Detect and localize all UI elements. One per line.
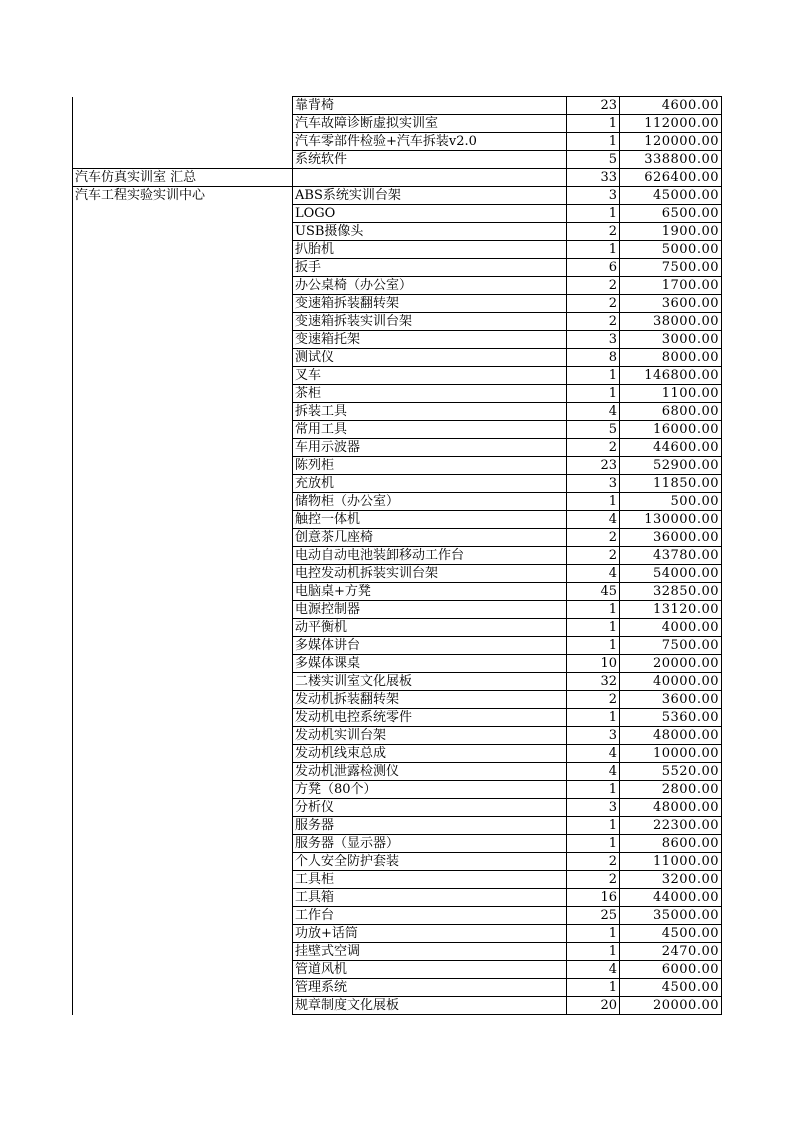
amount-cell: 16000.00	[620, 421, 722, 439]
amount-cell: 5000.00	[620, 241, 722, 259]
group-cell	[73, 691, 293, 709]
quantity-cell: 2	[567, 547, 620, 565]
quantity-cell: 1	[567, 943, 620, 961]
amount-cell: 40000.00	[620, 673, 722, 691]
item-name-cell: 车用示波器	[293, 439, 567, 457]
table-row	[73, 439, 722, 457]
amount-cell: 20000.00	[620, 997, 722, 1015]
amount-cell: 338800.00	[620, 151, 722, 169]
amount-cell: 3200.00	[620, 871, 722, 889]
group-cell	[73, 439, 293, 457]
amount-cell: 4500.00	[620, 925, 722, 943]
quantity-cell: 4	[567, 961, 620, 979]
amount-cell: 32850.00	[620, 583, 722, 601]
item-name-cell: 变速箱拆装实训台架	[293, 313, 567, 331]
group-cell	[73, 421, 293, 439]
table-row	[73, 295, 722, 313]
table-row	[73, 889, 722, 907]
item-name-cell: 分析仪	[293, 799, 567, 817]
item-name-cell: ABS系统实训台架	[293, 187, 567, 205]
table-row	[73, 619, 722, 637]
item-name-cell: 扳手	[293, 259, 567, 277]
table-row	[73, 97, 722, 115]
table-row	[73, 907, 722, 925]
quantity-cell: 4	[567, 403, 620, 421]
group-cell	[73, 997, 293, 1015]
amount-cell: 146800.00	[620, 367, 722, 385]
item-name-cell: 汽车零部件检验+汽车拆装v2.0	[293, 133, 567, 151]
quantity-cell: 1	[567, 619, 620, 637]
table-row	[73, 709, 722, 727]
item-name-cell: 发动机电控系统零件	[293, 709, 567, 727]
table-row	[73, 817, 722, 835]
item-name-cell: 二楼实训室文化展板	[293, 673, 567, 691]
table-row	[73, 565, 722, 583]
quantity-cell: 4	[567, 565, 620, 583]
item-name-cell: LOGO	[293, 205, 567, 223]
group-cell	[73, 889, 293, 907]
group-cell	[73, 709, 293, 727]
table-row	[73, 493, 722, 511]
item-name-cell: 规章制度文化展板	[293, 997, 567, 1015]
asset-table	[72, 96, 722, 1015]
table-row	[73, 223, 722, 241]
quantity-cell: 45	[567, 583, 620, 601]
item-name-cell: 工作台	[293, 907, 567, 925]
table-row	[73, 133, 722, 151]
table-row	[73, 673, 722, 691]
group-cell: 汽车工程实验实训中心	[73, 187, 293, 205]
group-cell	[73, 601, 293, 619]
group-cell	[73, 583, 293, 601]
quantity-cell: 2	[567, 691, 620, 709]
table-row	[73, 475, 722, 493]
quantity-cell: 1	[567, 979, 620, 997]
group-cell	[73, 295, 293, 313]
group-cell	[73, 205, 293, 223]
table-row	[73, 151, 722, 169]
group-cell	[73, 979, 293, 997]
table-row	[73, 367, 722, 385]
group-cell	[73, 781, 293, 799]
quantity-cell: 20	[567, 997, 620, 1015]
group-cell	[73, 673, 293, 691]
amount-cell: 120000.00	[620, 133, 722, 151]
quantity-cell: 3	[567, 187, 620, 205]
amount-cell: 36000.00	[620, 529, 722, 547]
table-row	[73, 637, 722, 655]
quantity-cell: 1	[567, 205, 620, 223]
group-cell	[73, 943, 293, 961]
quantity-cell: 2	[567, 529, 620, 547]
group-cell	[73, 349, 293, 367]
amount-cell: 500.00	[620, 493, 722, 511]
item-name-cell: 多媒体讲台	[293, 637, 567, 655]
table-row	[73, 241, 722, 259]
group-cell	[73, 241, 293, 259]
item-name-cell: 常用工具	[293, 421, 567, 439]
table-row	[73, 403, 722, 421]
quantity-cell: 2	[567, 277, 620, 295]
item-name-cell: 发动机实训台架	[293, 727, 567, 745]
item-name-cell: 工具箱	[293, 889, 567, 907]
item-name-cell: 办公桌椅（办公室）	[293, 277, 567, 295]
group-cell	[73, 547, 293, 565]
amount-cell: 3600.00	[620, 295, 722, 313]
group-cell	[73, 331, 293, 349]
amount-cell: 10000.00	[620, 745, 722, 763]
group-cell	[73, 925, 293, 943]
amount-cell: 2470.00	[620, 943, 722, 961]
amount-cell: 626400.00	[620, 169, 722, 187]
item-name-cell: 服务器	[293, 817, 567, 835]
amount-cell: 48000.00	[620, 727, 722, 745]
quantity-cell: 1	[567, 925, 620, 943]
amount-cell: 13120.00	[620, 601, 722, 619]
item-name-cell: 靠背椅	[293, 97, 567, 115]
group-cell	[73, 385, 293, 403]
item-name-cell: 发动机拆装翻转架	[293, 691, 567, 709]
amount-cell: 44000.00	[620, 889, 722, 907]
quantity-cell: 3	[567, 331, 620, 349]
table-row	[73, 583, 722, 601]
table-row	[73, 349, 722, 367]
table-row	[73, 925, 722, 943]
quantity-cell: 10	[567, 655, 620, 673]
group-cell	[73, 871, 293, 889]
amount-cell: 45000.00	[620, 187, 722, 205]
item-name-cell: 叉车	[293, 367, 567, 385]
amount-cell: 11000.00	[620, 853, 722, 871]
quantity-cell: 25	[567, 907, 620, 925]
item-name-cell: 茶柜	[293, 385, 567, 403]
item-name-cell: 扒胎机	[293, 241, 567, 259]
group-cell	[73, 259, 293, 277]
item-name-cell: 发动机线束总成	[293, 745, 567, 763]
item-name-cell: 发动机泄露检测仪	[293, 763, 567, 781]
item-name-cell: 功放+话筒	[293, 925, 567, 943]
group-cell	[73, 223, 293, 241]
table-row	[73, 961, 722, 979]
table-row	[73, 187, 722, 205]
item-name-cell: 服务器（显示器）	[293, 835, 567, 853]
amount-cell: 6800.00	[620, 403, 722, 421]
item-name-cell: 汽车故障诊断虚拟实训室	[293, 115, 567, 133]
item-name-cell: 动平衡机	[293, 619, 567, 637]
group-cell	[73, 565, 293, 583]
amount-cell: 43780.00	[620, 547, 722, 565]
amount-cell: 6500.00	[620, 205, 722, 223]
item-name-cell: 管理系统	[293, 979, 567, 997]
amount-cell: 1100.00	[620, 385, 722, 403]
quantity-cell: 5	[567, 151, 620, 169]
quantity-cell: 5	[567, 421, 620, 439]
group-cell: 汽车仿真实训室 汇总	[73, 169, 293, 187]
asset-table-body	[73, 97, 722, 1015]
group-cell	[73, 403, 293, 421]
group-cell	[73, 115, 293, 133]
item-name-cell: 电控发动机拆装实训台架	[293, 565, 567, 583]
amount-cell: 22300.00	[620, 817, 722, 835]
quantity-cell: 4	[567, 763, 620, 781]
item-name-cell: 方凳（80个）	[293, 781, 567, 799]
group-cell	[73, 655, 293, 673]
table-row	[73, 385, 722, 403]
table-row	[73, 511, 722, 529]
item-name-cell: 触控一体机	[293, 511, 567, 529]
item-name-cell: 挂壁式空调	[293, 943, 567, 961]
group-cell	[73, 745, 293, 763]
quantity-cell: 2	[567, 295, 620, 313]
quantity-cell: 2	[567, 313, 620, 331]
amount-cell: 2800.00	[620, 781, 722, 799]
quantity-cell: 1	[567, 637, 620, 655]
item-name-cell: 陈列柜	[293, 457, 567, 475]
amount-cell: 48000.00	[620, 799, 722, 817]
amount-cell: 1700.00	[620, 277, 722, 295]
group-cell	[73, 493, 293, 511]
item-name-cell: 多媒体课桌	[293, 655, 567, 673]
amount-cell: 7500.00	[620, 259, 722, 277]
amount-cell: 11850.00	[620, 475, 722, 493]
quantity-cell: 32	[567, 673, 620, 691]
quantity-cell: 3	[567, 799, 620, 817]
group-cell	[73, 277, 293, 295]
quantity-cell: 1	[567, 601, 620, 619]
item-name-cell: 拆装工具	[293, 403, 567, 421]
quantity-cell: 8	[567, 349, 620, 367]
amount-cell: 7500.00	[620, 637, 722, 655]
item-name-cell	[293, 169, 567, 187]
quantity-cell: 1	[567, 817, 620, 835]
group-cell	[73, 637, 293, 655]
item-name-cell: 测试仪	[293, 349, 567, 367]
table-row	[73, 277, 722, 295]
table-row	[73, 655, 722, 673]
group-cell	[73, 961, 293, 979]
item-name-cell: 工具柜	[293, 871, 567, 889]
group-cell	[73, 367, 293, 385]
table-row	[73, 457, 722, 475]
amount-cell: 4000.00	[620, 619, 722, 637]
amount-cell: 20000.00	[620, 655, 722, 673]
amount-cell: 8000.00	[620, 349, 722, 367]
table-row	[73, 547, 722, 565]
quantity-cell: 4	[567, 745, 620, 763]
quantity-cell: 1	[567, 385, 620, 403]
quantity-cell: 23	[567, 457, 620, 475]
quantity-cell: 2	[567, 853, 620, 871]
item-name-cell: 管道风机	[293, 961, 567, 979]
table-row	[73, 835, 722, 853]
quantity-cell: 1	[567, 367, 620, 385]
table-row	[73, 853, 722, 871]
table-row	[73, 331, 722, 349]
table-row	[73, 727, 722, 745]
item-name-cell: 系统软件	[293, 151, 567, 169]
quantity-cell: 1	[567, 709, 620, 727]
item-name-cell: 变速箱托架	[293, 331, 567, 349]
quantity-cell: 2	[567, 223, 620, 241]
amount-cell: 3600.00	[620, 691, 722, 709]
quantity-cell: 4	[567, 511, 620, 529]
amount-cell: 5520.00	[620, 763, 722, 781]
quantity-cell: 1	[567, 493, 620, 511]
table-row	[73, 799, 722, 817]
amount-cell: 35000.00	[620, 907, 722, 925]
quantity-cell: 1	[567, 115, 620, 133]
subtotal-row	[73, 169, 722, 187]
table-row	[73, 421, 722, 439]
amount-cell: 54000.00	[620, 565, 722, 583]
table-row	[73, 997, 722, 1015]
amount-cell: 4500.00	[620, 979, 722, 997]
table-row	[73, 529, 722, 547]
table-row	[73, 745, 722, 763]
table-row	[73, 601, 722, 619]
quantity-cell: 1	[567, 241, 620, 259]
group-cell	[73, 763, 293, 781]
quantity-cell: 1	[567, 835, 620, 853]
item-name-cell: 储物柜（办公室）	[293, 493, 567, 511]
group-cell	[73, 313, 293, 331]
group-cell	[73, 907, 293, 925]
quantity-cell: 3	[567, 727, 620, 745]
amount-cell: 3000.00	[620, 331, 722, 349]
item-name-cell: 变速箱拆装翻转架	[293, 295, 567, 313]
table-row	[73, 259, 722, 277]
group-cell	[73, 133, 293, 151]
group-cell	[73, 511, 293, 529]
quantity-cell: 2	[567, 439, 620, 457]
table-row	[73, 781, 722, 799]
amount-cell: 44600.00	[620, 439, 722, 457]
table-row	[73, 763, 722, 781]
quantity-cell: 3	[567, 475, 620, 493]
quantity-cell: 2	[567, 871, 620, 889]
quantity-cell: 33	[567, 169, 620, 187]
item-name-cell: 电源控制器	[293, 601, 567, 619]
amount-cell: 1900.00	[620, 223, 722, 241]
group-cell	[73, 727, 293, 745]
amount-cell: 112000.00	[620, 115, 722, 133]
quantity-cell: 23	[567, 97, 620, 115]
table-row	[73, 115, 722, 133]
amount-cell: 5360.00	[620, 709, 722, 727]
amount-cell: 130000.00	[620, 511, 722, 529]
amount-cell: 8600.00	[620, 835, 722, 853]
item-name-cell: 创意茶几座椅	[293, 529, 567, 547]
item-name-cell: USB摄像头	[293, 223, 567, 241]
amount-cell: 52900.00	[620, 457, 722, 475]
group-cell	[73, 853, 293, 871]
quantity-cell: 1	[567, 781, 620, 799]
group-cell	[73, 529, 293, 547]
quantity-cell: 1	[567, 133, 620, 151]
table-row	[73, 205, 722, 223]
group-cell	[73, 457, 293, 475]
table-row	[73, 943, 722, 961]
group-cell	[73, 835, 293, 853]
table-row	[73, 871, 722, 889]
group-cell	[73, 817, 293, 835]
item-name-cell: 电动自动电池装卸移动工作台	[293, 547, 567, 565]
group-cell	[73, 151, 293, 169]
amount-cell: 4600.00	[620, 97, 722, 115]
table-row	[73, 313, 722, 331]
amount-cell: 6000.00	[620, 961, 722, 979]
item-name-cell: 个人安全防护套装	[293, 853, 567, 871]
amount-cell: 38000.00	[620, 313, 722, 331]
item-name-cell: 充放机	[293, 475, 567, 493]
group-cell	[73, 97, 293, 115]
quantity-cell: 6	[567, 259, 620, 277]
table-row	[73, 691, 722, 709]
table-row	[73, 979, 722, 997]
group-cell	[73, 619, 293, 637]
group-cell	[73, 475, 293, 493]
quantity-cell: 16	[567, 889, 620, 907]
group-cell	[73, 799, 293, 817]
item-name-cell: 电脑桌+方凳	[293, 583, 567, 601]
